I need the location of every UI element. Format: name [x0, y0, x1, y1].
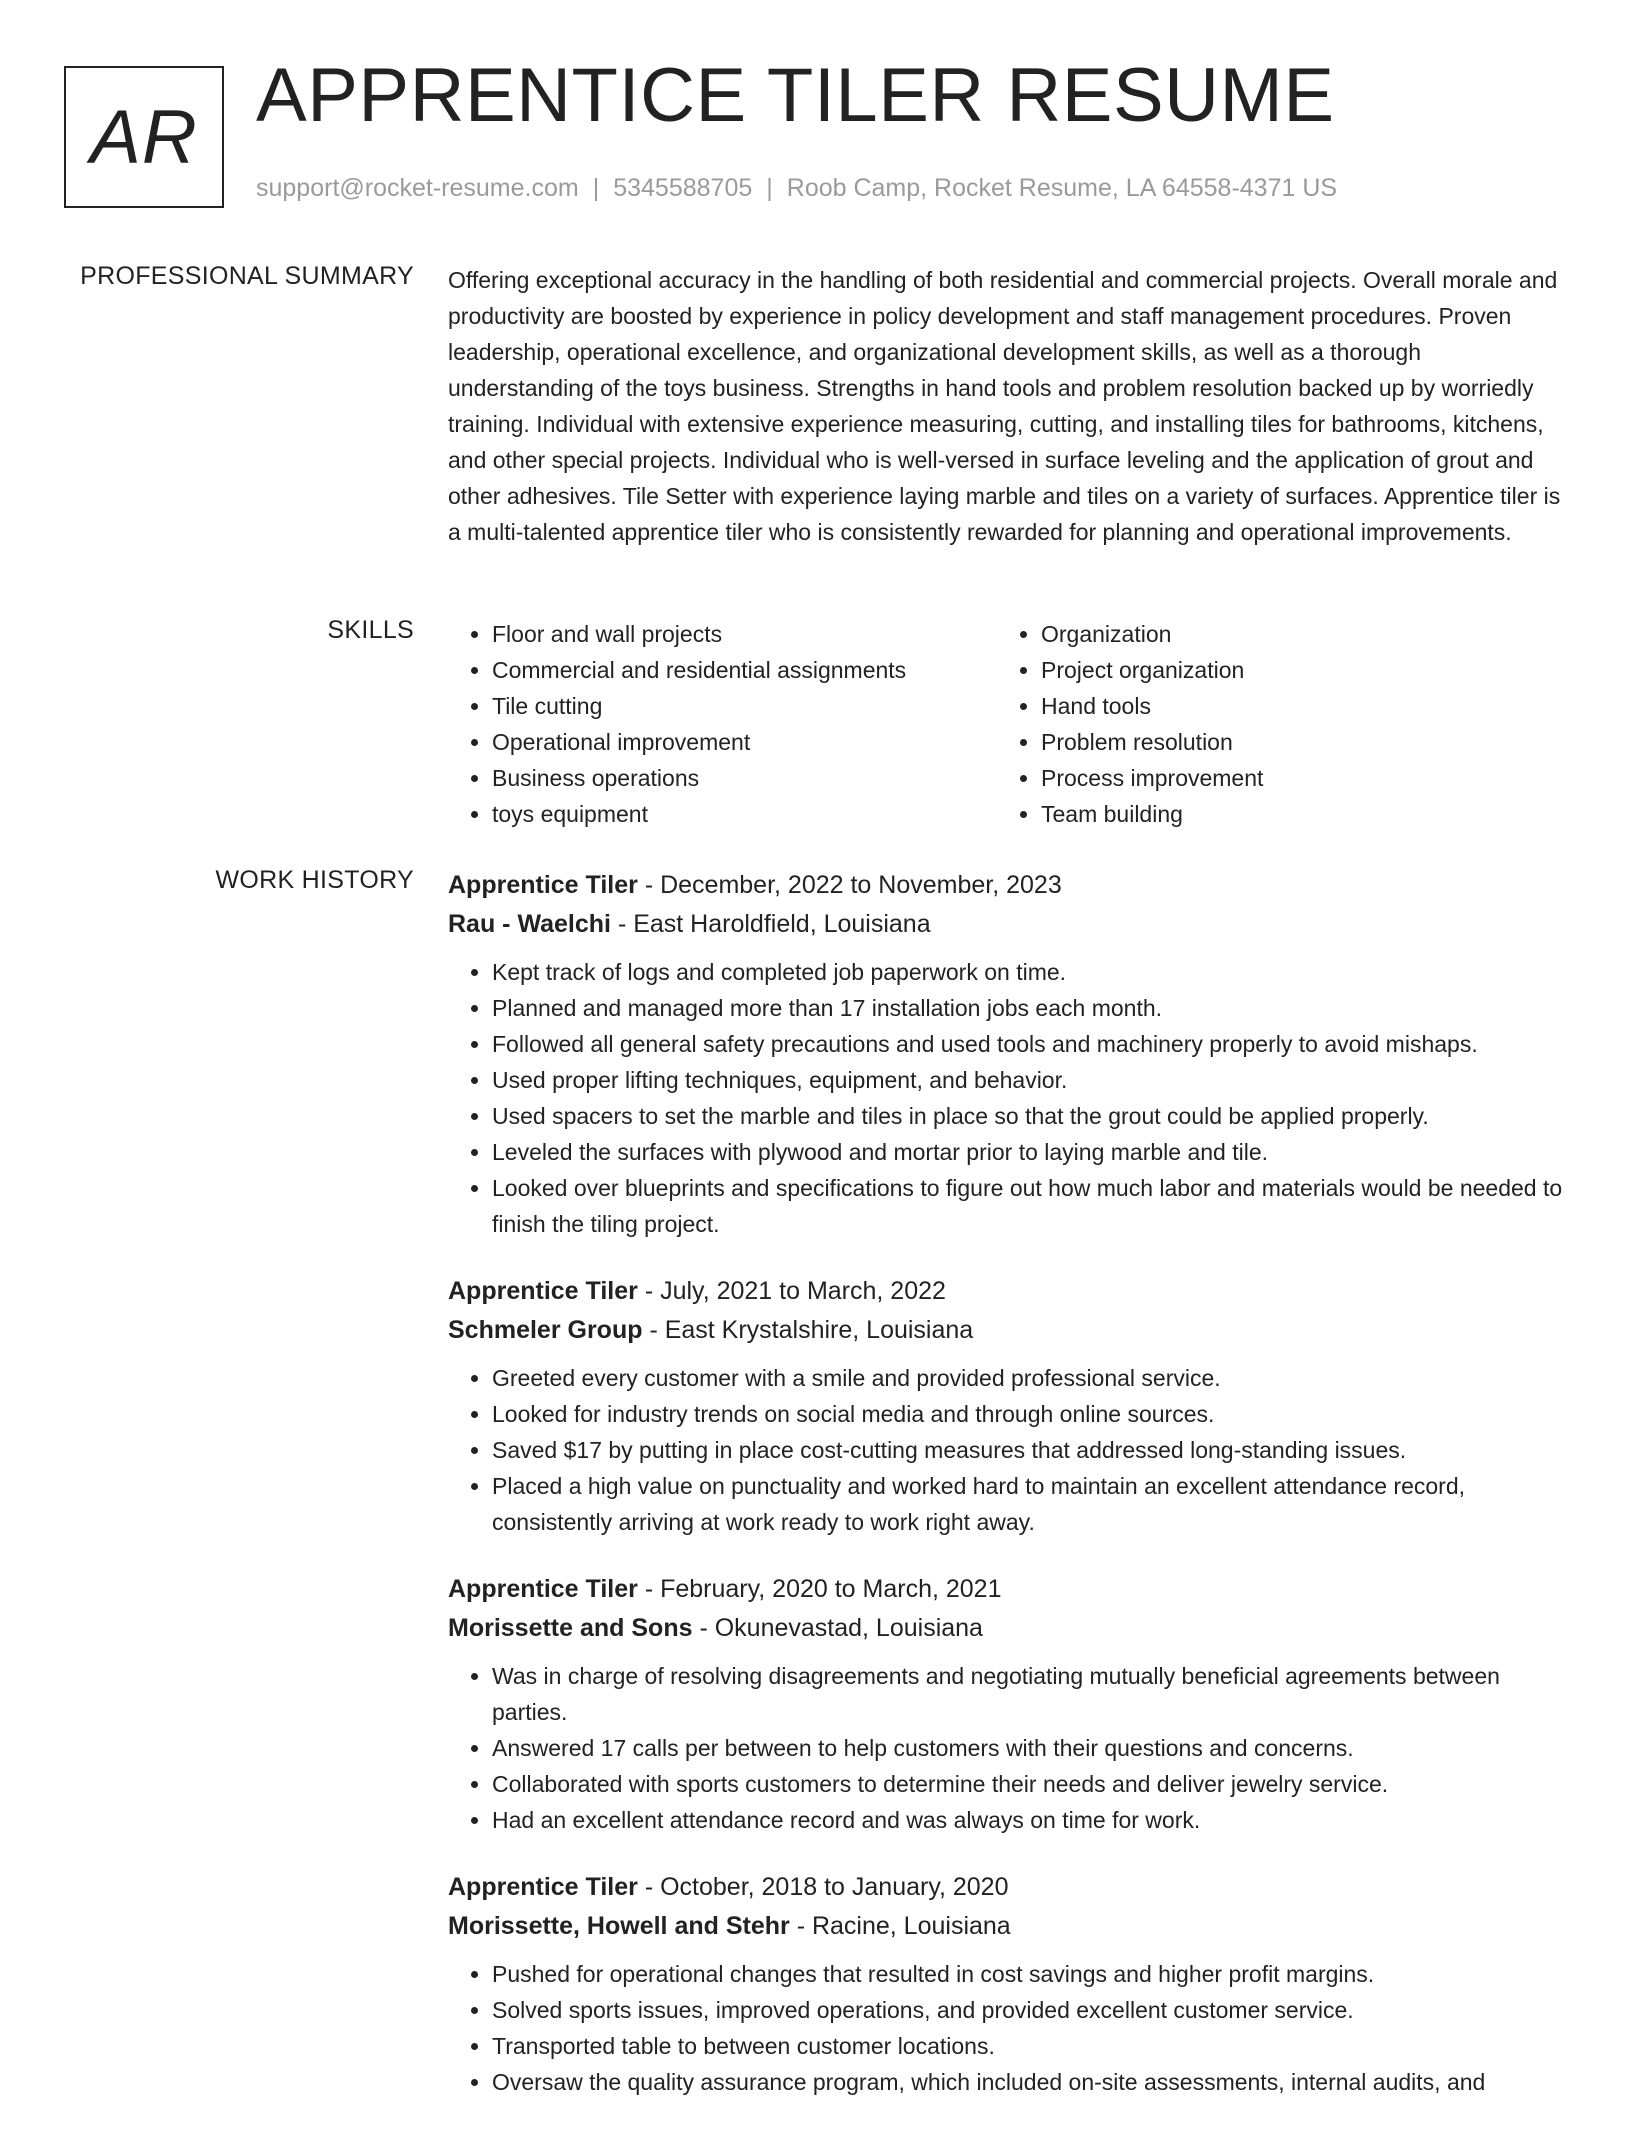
job-dates: - July, 2021 to March, 2022: [637, 1277, 946, 1305]
skill-item: • Operational improvement: [492, 724, 997, 760]
job-bullets: [448, 1360, 1563, 1540]
job-bullet: • Kept track of logs and completed job paperwork on time.: [492, 954, 1563, 990]
work-history-label: WORK HISTORY: [215, 866, 414, 894]
job-dates: - October, 2018 to January, 2020: [637, 1873, 1009, 1901]
contact-line: [256, 174, 1337, 203]
skills-list-left: [448, 616, 997, 832]
skill-item: • Project organization: [1041, 652, 1263, 688]
job-company: Morissette, Howell and Stehr: [448, 1912, 790, 1940]
job-location: - East Krystalshire, Louisiana: [642, 1316, 974, 1344]
summary-text: Offering exceptional accuracy in the handling of both residential and commercial projects. Overall morale and productivity are boosted by experience in policy development and staff management procedures. Proven leadership, operational excellence, and organizational development skills, as well as a thorough understanding of the toys business. Strengths in hand tools and problem resolution backed up by worriedly training. Individual with extensive experience measuring, cutting, and installing tiles for bathrooms, kitchens, and other special projects. Individual who is well-versed in surface leveling and the application of grout and other adhesives. Tile Setter with experience laying marble and tiles on a variety of surfaces. Apprentice tiler is a multi-talented apprentice tiler who is consistently rewarded for planning and operational improvements.: [448, 267, 1561, 545]
job-entry: [448, 866, 1563, 1242]
job-bullet: • Was in charge of resolving disagreements and negotiating mutually beneficial agreements between parties.: [492, 1658, 1563, 1730]
skills-body: [448, 616, 1563, 832]
job-bullet: • Planned and managed more than 17 installation jobs each month.: [492, 990, 1563, 1026]
job-bullet: • Pushed for operational changes that resulted in cost savings and higher profit margins.: [492, 1956, 1563, 1992]
contact-email: support@rocket-resume.com: [256, 174, 579, 202]
skill-item: • Hand tools: [1041, 688, 1263, 724]
summary-body: [448, 262, 1563, 550]
job-title-line: [448, 1570, 1563, 1609]
job-company-line: [448, 905, 1563, 944]
job-title: Apprentice Tiler: [448, 871, 638, 899]
contact-separator: |: [592, 174, 600, 202]
job-title-line: [448, 1868, 1563, 1907]
job-title: Apprentice Tiler: [448, 1575, 638, 1603]
job-company-line: [448, 1609, 1563, 1648]
job-bullet: • Answered 17 calls per between to help customers with their questions and concerns.: [492, 1730, 1563, 1766]
job-entry: [448, 1868, 1563, 2100]
job-bullets: [448, 1956, 1563, 2100]
skill-item: • Business operations: [492, 760, 997, 796]
summary-label: PROFESSIONAL SUMMARY: [80, 262, 414, 290]
job-entry: [448, 1272, 1563, 1540]
skills-columns: [448, 616, 1563, 832]
skill-item: • Organization: [1041, 616, 1263, 652]
job-location: - Racine, Louisiana: [789, 1912, 1011, 1940]
work-history-body: [448, 866, 1563, 2130]
skill-item: • Floor and wall projects: [492, 616, 997, 652]
job-bullet: • Solved sports issues, improved operations, and provided excellent customer service.: [492, 1992, 1563, 2028]
job-location: - East Haroldfield, Louisiana: [611, 910, 931, 938]
job-bullet: • Had an excellent attendance record and was always on time for work.: [492, 1802, 1563, 1838]
job-bullet: • Saved $17 by putting in place cost-cutting measures that addressed long-standing issues.: [492, 1432, 1563, 1468]
skill-item: • Commercial and residential assignments: [492, 652, 997, 688]
skills-list-right: [997, 616, 1263, 832]
job-bullet: • Collaborated with sports customers to determine their needs and deliver jewelry service.: [492, 1766, 1563, 1802]
job-bullet: • Greeted every customer with a smile and provided professional service.: [492, 1360, 1563, 1396]
job-bullets: [448, 1658, 1563, 1838]
job-company: Schmeler Group: [448, 1316, 643, 1344]
job-company: Morissette and Sons: [448, 1614, 693, 1642]
skill-item: • Process improvement: [1041, 760, 1263, 796]
job-company-line: [448, 1311, 1563, 1350]
job-bullet: • Used proper lifting techniques, equipment, and behavior.: [492, 1062, 1563, 1098]
job-bullet: • Looked for industry trends on social media and through online sources.: [492, 1396, 1563, 1432]
job-title: Apprentice Tiler: [448, 1873, 638, 1901]
job-location: - Okunevastad, Louisiana: [692, 1614, 983, 1642]
job-bullets: [448, 954, 1563, 1242]
skill-item: • toys equipment: [492, 796, 997, 832]
contact-address: Roob Camp, Rocket Resume, LA 64558-4371 US: [786, 174, 1338, 202]
job-bullet: • Followed all general safety precautions and used tools and machinery properly to avoid mishaps.: [492, 1026, 1563, 1062]
job-bullet: • Oversaw the quality assurance program, which included on-site assessments, internal audits, and: [492, 2064, 1563, 2100]
job-entry: [448, 1570, 1563, 1838]
job-bullet: • Transported table to between customer locations.: [492, 2028, 1563, 2064]
job-company: Rau - Waelchi: [448, 910, 611, 938]
job-dates: - February, 2020 to March, 2021: [637, 1575, 1002, 1603]
skill-item: • Team building: [1041, 796, 1263, 832]
skill-item: • Tile cutting: [492, 688, 997, 724]
job-company-line: [448, 1907, 1563, 1946]
skill-item: • Problem resolution: [1041, 724, 1263, 760]
job-bullet: • Placed a high value on punctuality and worked hard to maintain an excellent attendance record, consistently arriving at work ready to work right away.: [492, 1468, 1563, 1540]
job-title-line: [448, 866, 1563, 905]
job-dates: - December, 2022 to November, 2023: [637, 871, 1062, 899]
resume-title: APPRENTICE TILER RESUME: [256, 53, 1335, 138]
job-bullet: • Used spacers to set the marble and tiles in place so that the grout could be applied properly.: [492, 1098, 1563, 1134]
monogram-initials: AR: [90, 94, 198, 180]
job-bullet: • Looked over blueprints and specifications to figure out how much labor and materials would be needed to finish the tiling project.: [492, 1170, 1563, 1242]
contact-separator: |: [766, 174, 773, 202]
contact-phone: 5345588705: [613, 174, 753, 202]
job-title-line: [448, 1272, 1563, 1311]
skills-label: SKILLS: [327, 616, 414, 644]
monogram-box: [64, 66, 224, 208]
job-bullet: • Leveled the surfaces with plywood and mortar prior to laying marble and tile.: [492, 1134, 1563, 1170]
job-title: Apprentice Tiler: [448, 1277, 638, 1305]
